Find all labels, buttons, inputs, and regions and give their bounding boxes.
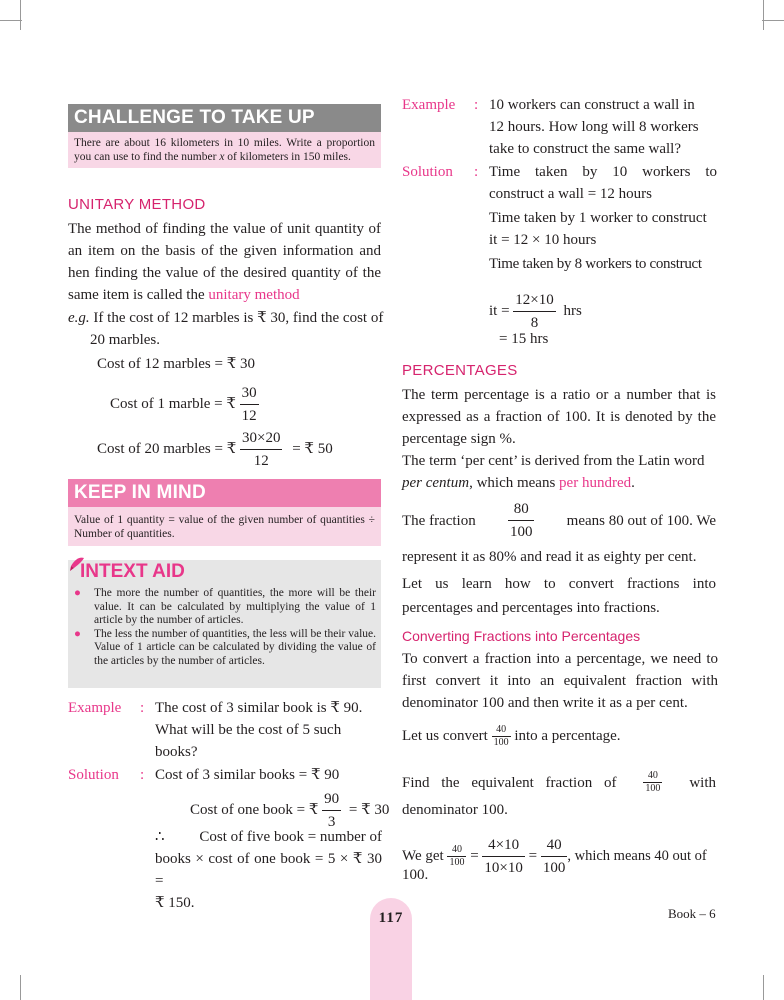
let-us-convert: Let us convert $\frac{40}{100}$ into a percentage. (402, 724, 621, 748)
fraction-40-100-a: $\frac{40}{100}$ (493, 724, 509, 748)
fraction-40-100-c: $\frac{40}{100}$ (449, 844, 465, 868)
marbles-cost-12: Cost of 12 marbles = ₹ 30 (97, 356, 255, 372)
percentages-para-4: Let us learn how to convert fractions into percentages and percentages into fractions. (402, 576, 716, 616)
fraction-80-100: $\frac{80}{100}$ (508, 498, 535, 543)
solution-colon-left: : (140, 767, 145, 783)
page-number: 117 (378, 910, 404, 926)
solution-label-right: Solution (402, 164, 453, 180)
percentages-para-1: The term percentage is a ratio or a number that is expressed as a fraction of 100. It is denoted by the percentage sign %. (402, 387, 716, 447)
fraction-12x10-8: $\frac{12\times 10}{8}$ (513, 289, 555, 334)
we-get-line-2: 100. (402, 867, 429, 883)
bullet-icon: ● (74, 587, 81, 599)
unitary-method-link: unitary method (208, 287, 300, 303)
unitary-method-heading: UNITARY METHOD (68, 196, 206, 213)
list-item: ● The more the number of quantities, the more will be their value. It can be calculated by multiplying the value of 1 article by the number of articles. (74, 587, 376, 626)
fraction-40-100-d: $\frac{40}{100}$ (541, 834, 568, 879)
challenge-title: CHALLENGE TO TAKE UP (68, 104, 381, 132)
find-equivalent: Find the equivalent fraction of $\frac{40}{100}$ with (402, 770, 716, 794)
keep-in-mind-text: Value of 1 quantity = value of the given number of quantities ÷ Number of quantities. (68, 507, 381, 546)
fraction-4x10-10x10: $\frac{4\times 10}{10\times 10}$ (482, 834, 524, 879)
solution-text-right: Time taken by 10 workers to construct a wall = 12 hours Time taken by 1 worker to construct it = 12 × 10 hours Time taken by 8 workers to construct (489, 164, 717, 272)
keep-in-mind-title: KEEP IN MIND (68, 479, 381, 507)
challenge-text: There are about 16 kilometers in 10 miles. Write a proportion you can use to find the number x of kilometers in 150 miles. (68, 132, 381, 168)
one-book-cost: Cost of one book = ₹ $\frac{90}{3}$ = ₹ 30 (190, 788, 389, 833)
solution-line-1-left: Cost of 3 similar books = ₹ 90 (155, 767, 340, 783)
bullet-icon: ● (74, 627, 81, 640)
workers-result: = 15 hrs (499, 331, 549, 347)
unitary-definition: The method of finding the value of unit quantity of an item on the basis of the given information and hen finding the value of the desired quantity of the same item is called the unitary method (68, 221, 381, 303)
we-get-line: We get $\frac{40}{100}$ = $\frac{4\times 10}{10\times 10}$ = $\frac{40}{100}$ , which means 40 out of (402, 834, 720, 879)
example-text-right: 10 workers can construct a wall in 12 hours. How long will 8 workers take to construct the same wall? (489, 97, 699, 157)
book-label: Book – 6 (668, 906, 716, 921)
intext-aid-box (68, 560, 381, 688)
converting-heading: Converting Fractions into Percentages (402, 628, 641, 644)
percentages-para-2: The term ‘per cent’ is derived from the Latin word per centum, which means per hundred. (402, 453, 705, 491)
example-label-right: Example (402, 97, 456, 113)
fraction-90-3: $\frac{90}{3}$ (322, 788, 341, 833)
example-colon-left: : (140, 700, 145, 716)
solution-colon-right: : (474, 164, 479, 180)
keep-in-mind-box (68, 479, 381, 546)
percentages-heading: PERCENTAGES (402, 362, 518, 379)
eg-line-2: 20 marbles. (90, 332, 160, 348)
percentages-para-3: represent it as 80% and read it as eighty per cent. (402, 549, 697, 565)
per-hundred-link: per hundred (559, 475, 632, 491)
five-book-cost: ∴ Cost of five book = number of books × cost of one book = 5 × ₹ 30 = ₹ 150. (155, 829, 382, 911)
intext-aid-list (74, 587, 376, 668)
marbles-cost-20: Cost of 20 marbles = ₹ $\frac{30\times 20}{12}$ = ₹ 50 (97, 427, 333, 472)
intext-aid-title: INTEXT AID (80, 561, 185, 582)
fraction-80-line: The fraction $\frac{80}{100}$ means 80 out of 100. We (402, 498, 716, 543)
example-label-left: Example (68, 700, 122, 716)
workers-fraction: it = $\frac{12\times 10}{8}$ hrs (489, 289, 582, 334)
challenge-banner (68, 104, 381, 168)
converting-para-1: To convert a fraction into a percentage, we need to first convert it into an equivalent fraction with denominator 100 and then write it as a per cent. (402, 651, 718, 711)
list-item: ● The less the number of quantities, the less will be their value. Value of 1 article can be calculated by dividing the value of the articles by the number of articles. (74, 627, 376, 667)
find-equivalent-line-2: denominator 100. (402, 802, 508, 818)
example-text-left: The cost of 3 similar book is ₹ 90. What will be the cost of 5 such books? (155, 700, 363, 760)
fraction-30-12: $\frac{30}{12}$ (240, 382, 259, 427)
fraction-30x20-12: $\frac{30\times 20}{12}$ (240, 427, 282, 472)
example-colon-right: : (474, 97, 479, 113)
marbles-cost-1: Cost of 1 marble = ₹ $\frac{30}{12}$ (110, 382, 259, 427)
solution-label-left: Solution (68, 767, 119, 783)
fraction-40-100-b: $\frac{40}{100}$ (645, 770, 661, 794)
eg-line: e.g. If the cost of 12 marbles is ₹ 30, find the cost of (68, 310, 384, 326)
